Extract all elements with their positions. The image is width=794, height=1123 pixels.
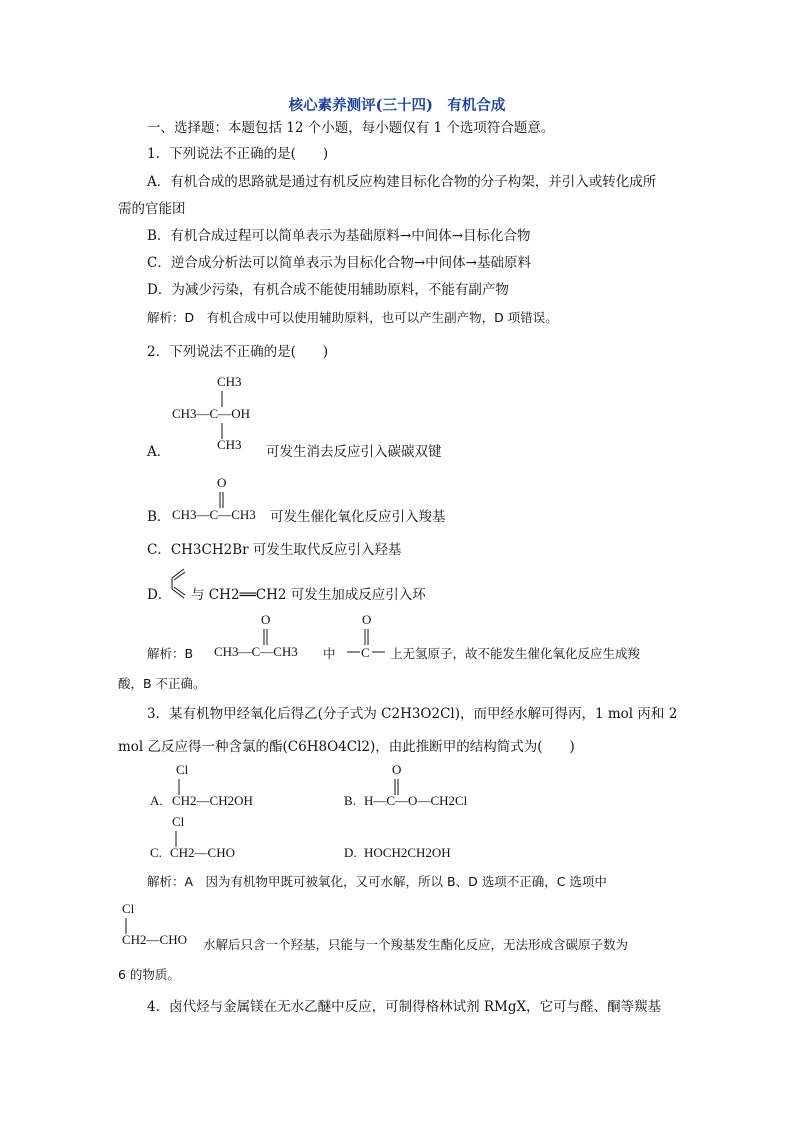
q2-jx-acetone-double-bond: [262, 629, 270, 645]
q2-b-chain: CH3—C—CH3: [172, 507, 256, 522]
q1-option-b: B．有机合成过程可以简单表示为基础原料→中间体→目标化合物: [147, 228, 531, 244]
q2-a-main-chain: CH3—C—OH: [172, 406, 251, 421]
q2-option-a-mark: A．: [147, 444, 171, 460]
q3-a-chain: CH2—CH2OH: [172, 793, 253, 808]
q3-option-d: [344, 814, 504, 864]
q3-option-a: [150, 762, 310, 812]
q2-option-c: C．CH3CH2Br 可发生取代反应引入羟基: [147, 542, 402, 558]
q2-jx-carbonyl-bonds: [345, 629, 393, 677]
q2-option-b-text: 可发生催化氧化反应引入羧基: [270, 509, 446, 525]
q1-stem: 1．下列说法不正确的是( ): [147, 146, 329, 162]
q4-stem-line1: 4．卤代烃与金属镁在无水乙醚中反应，可制得格林试剂 RMgX，它可与醛、酮等羰基: [147, 999, 662, 1015]
q3-jx-chain: CH2—CHO: [122, 932, 188, 947]
q2-explanation-tail: 上无氢原子，故不能发生催化氧化反应生成羧: [390, 646, 641, 661]
q2-option-a-structure: [165, 370, 275, 460]
q3-option-c: [150, 814, 310, 864]
q1-option-a-line2: 需的官能团: [118, 201, 186, 217]
q2-explanation-line2: 酸，B 不正确。: [118, 676, 206, 691]
q3-stem-line1: 3．某有机物甲经氧化后得乙(分子式为 C2H3O2Cl)，而甲经水解可得丙，1 mol 丙和 2: [147, 706, 678, 722]
q3-explanation-line2: 水解后只含一个羟基，只能与一个羧基发生酯化反应，无法形成含碳原子数为: [203, 937, 629, 952]
q2-option-d-text: 与 CH2══CH2 可发生加成反应引入环: [191, 587, 426, 603]
q3-explanation-line1: 解析：A 因为有机物甲既可被氧化，又可水解，所以 B、D 选项不正确，C 选项中: [147, 874, 607, 889]
q2-jx-carbonyl: [345, 612, 395, 662]
q2-option-b-structure: [170, 475, 270, 525]
q2-b-double-bond: [218, 492, 226, 508]
q2-a-bond-top: [220, 391, 224, 407]
q3-b-oxygen: O: [392, 762, 402, 777]
q3-jx-structure: [122, 901, 212, 951]
q3-b-mark: B.: [344, 793, 356, 808]
q3-a-mark: A.: [150, 793, 163, 808]
q2-a-ch3-top: CH3: [217, 374, 242, 389]
q2-stem: 2．下列说法不正确的是( ): [147, 344, 329, 360]
q3-d-mark: D.: [344, 845, 357, 860]
q3-d-chain: HOCH2CH2OH: [364, 845, 451, 860]
q1-option-a-line1: A．有机合成的思路就是通过有机反应构建目标化合物的分子构架，并引入或转化成所: [147, 174, 657, 190]
butadiene-structure: [168, 566, 190, 602]
q3-jx-chlorine: Cl: [122, 901, 135, 916]
q3-c-chlorine: Cl: [172, 814, 185, 829]
svg-text:C: C: [361, 645, 370, 660]
q2-option-d-mark: D．: [147, 587, 172, 603]
q3-stem-line2: mol 乙反应得一种含氯的酯(C6H8O4Cl2)，由此推断甲的结构简式为( ): [118, 739, 575, 755]
q1-explanation: 解析：D 有机合成中可以使用辅助原料，也可以产生副产物，D 项错误。: [147, 310, 558, 325]
q2-jx-carbonyl-oxygen: O: [362, 612, 372, 627]
q2-jx-acetone-oxygen: O: [261, 612, 271, 627]
q2-explanation-mid: 中: [323, 646, 336, 661]
q2-explanation-label: 解析：B: [147, 646, 194, 661]
q2-a-ch3-bottom: CH3: [217, 437, 242, 452]
q2-jx-acetone: [214, 612, 314, 662]
q3-explanation-line3: 6 的物质。: [118, 967, 180, 982]
page-title: 核心素养测评(三十四) 有机合成: [288, 97, 506, 114]
section-heading: 一、选择题：本题包括 12 个小题，每小题仅有 1 个选项符合题意。: [147, 120, 555, 136]
q3-c-mark: C.: [150, 845, 162, 860]
q2-jx-acetone-chain: CH3—C—CH3: [214, 644, 298, 659]
q2-b-oxygen: O: [217, 475, 227, 490]
q3-option-b: [344, 762, 504, 812]
q2-option-a-text: 可发生消去反应引入碳碳双键: [266, 444, 442, 460]
q1-option-d: D．为减少污染，有机合成不能使用辅助原料，不能有副产物: [147, 282, 509, 298]
q3-a-chlorine: Cl: [176, 762, 189, 777]
q2-option-b-mark: B．: [147, 509, 171, 525]
q3-c-chain: CH2—CHO: [170, 845, 236, 860]
q1-option-c: C．逆合成分析法可以简单表示为目标化合物→中间体→基础原料: [147, 255, 531, 271]
q3-b-chain: H—C—O—CH2Cl: [364, 793, 468, 808]
